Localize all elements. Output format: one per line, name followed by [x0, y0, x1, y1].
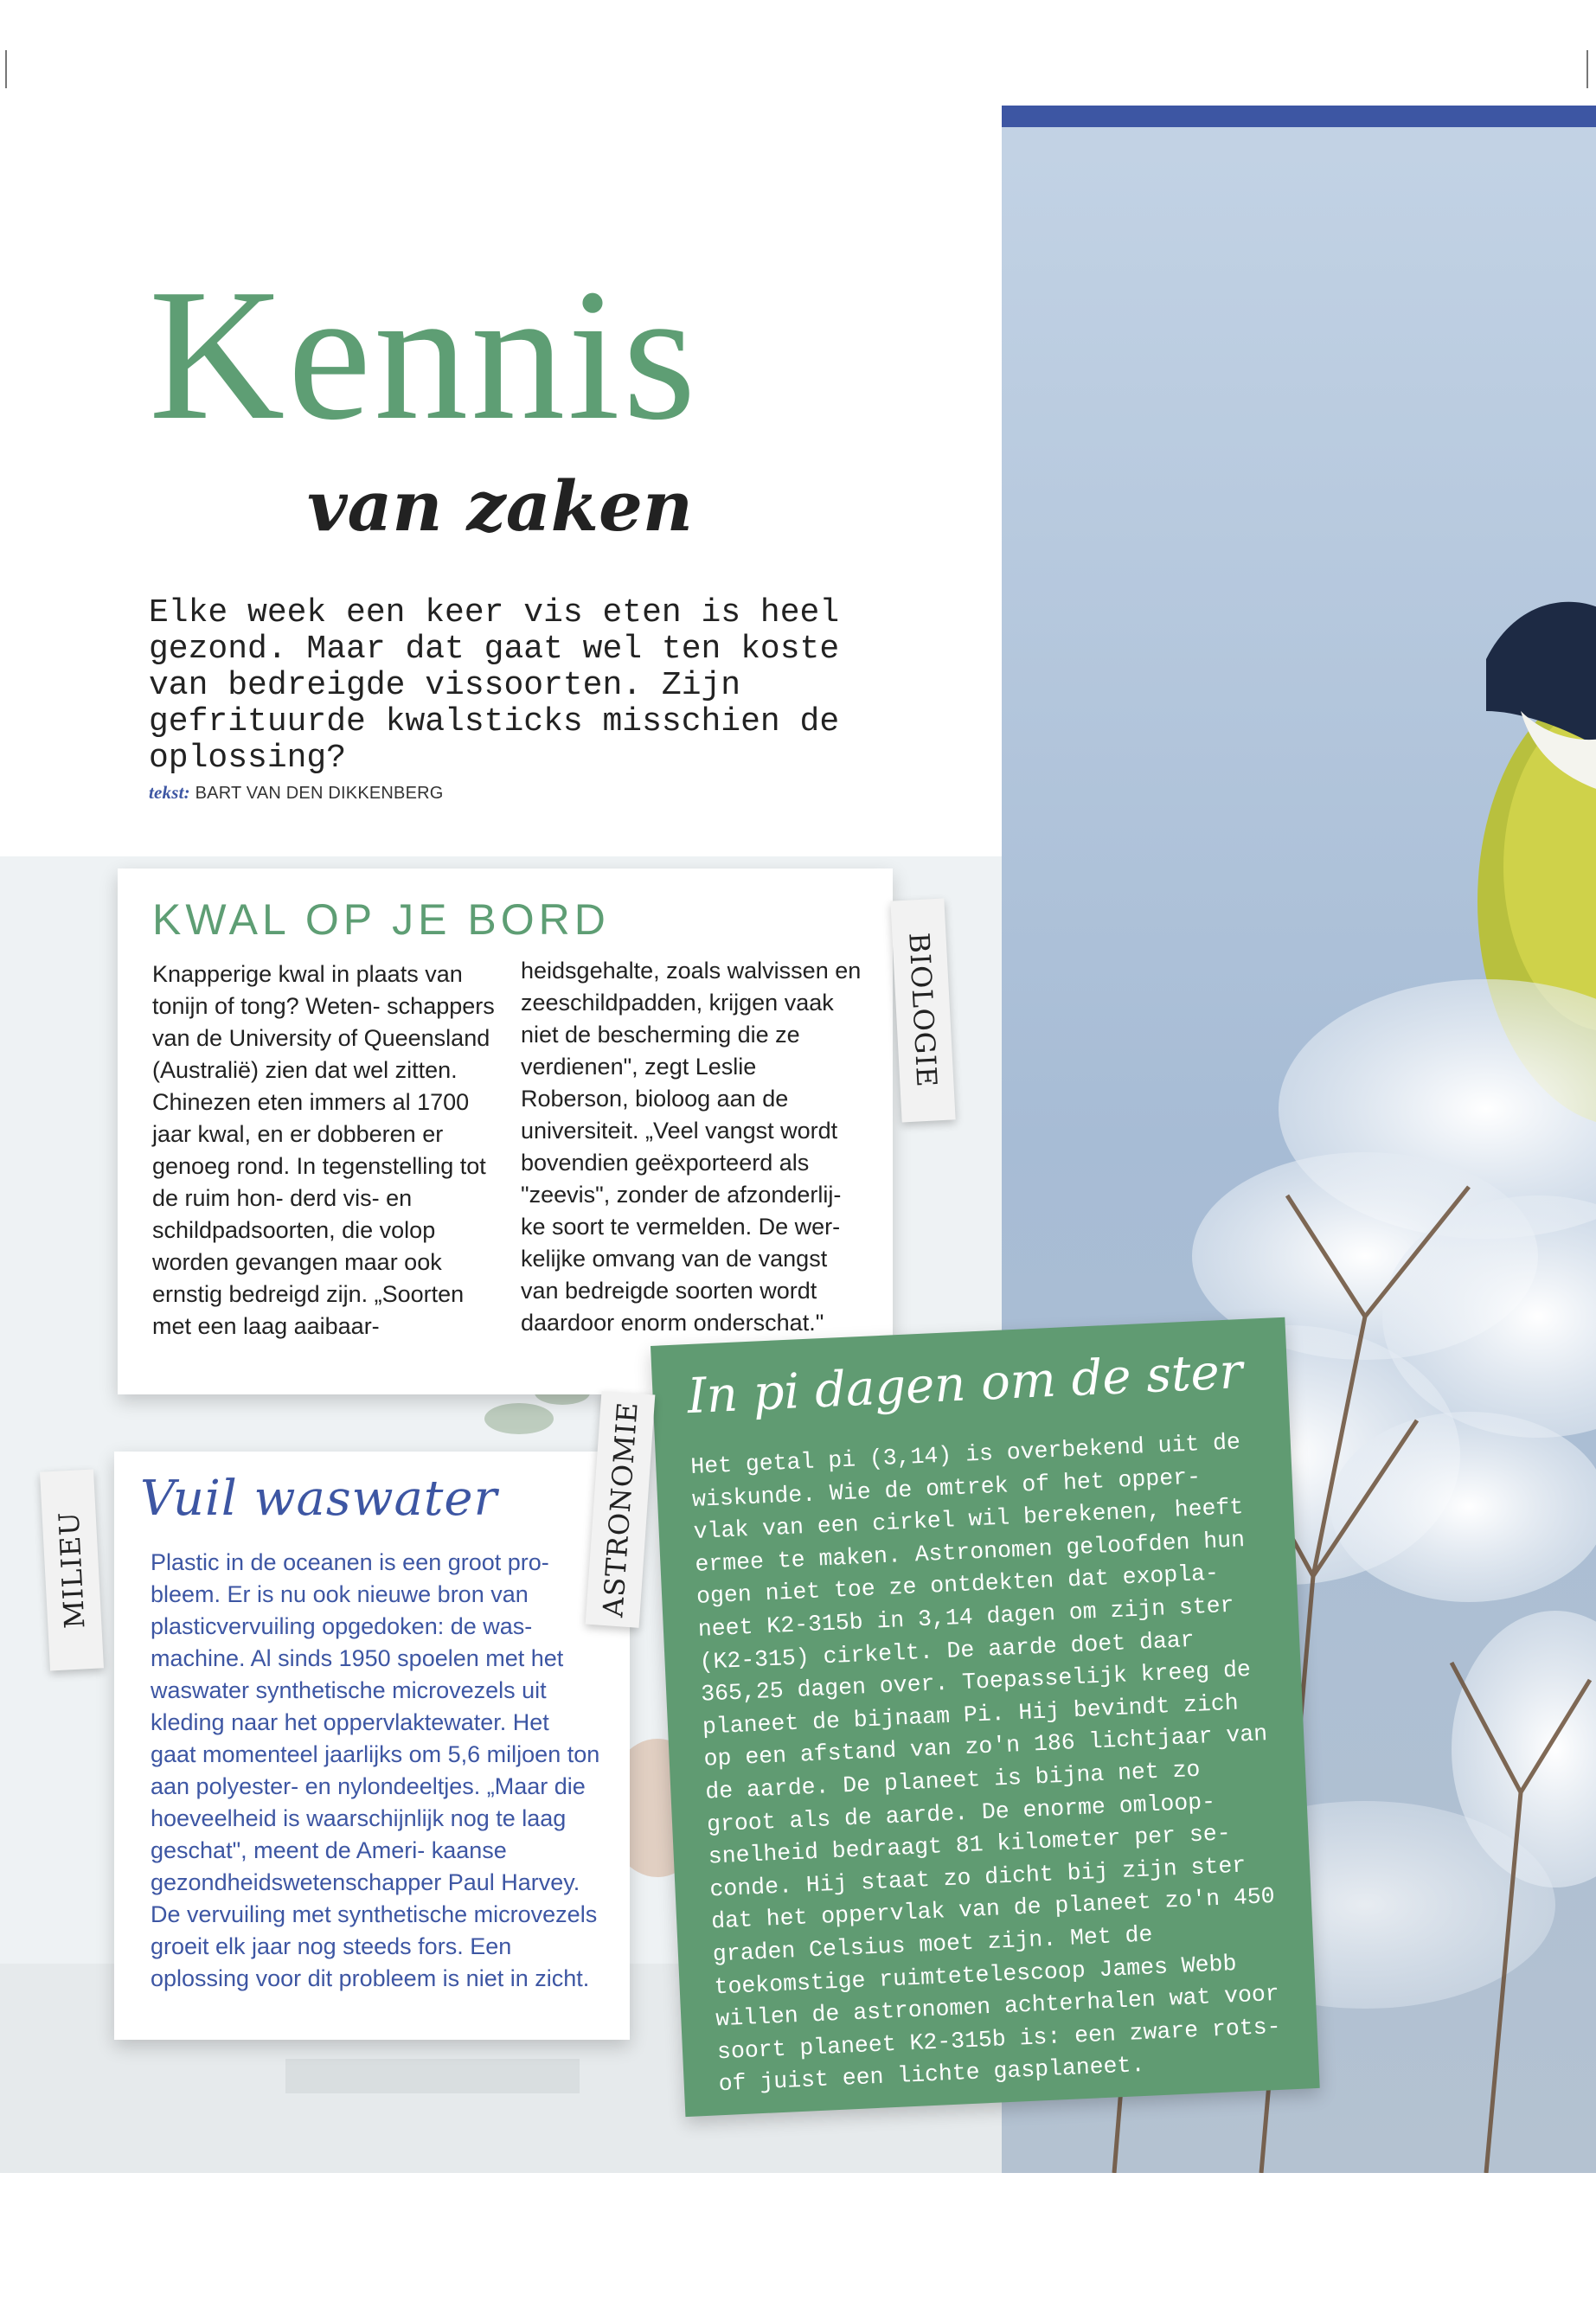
- article-kwal-column-2: heidsgehalte, zoals walvissen en zeeschildpadden, krijgen vaak niet de bescherming die ze verdienen", zegt Leslie Roberson, bioloog aan de universiteit. „Veel vangst wordt bovendien geëxporteerd als "zeevis", zonder de afzonderlij- ke soort te vermelden. De wer- kelijke omvang van de vangst van bedreigde soorten wordt daardoor enorm onderschat.": [521, 958, 862, 1336]
- article-waswater-heading: Vuil waswater: [140, 1471, 498, 1527]
- crop-mark-top-left: [5, 50, 7, 88]
- tag-milieu: [40, 1470, 104, 1671]
- byline-author: BART VAN DEN DIKKENBERG: [195, 784, 444, 803]
- photo-top-band: [1002, 106, 1596, 127]
- tag-milieu-label: MILIEU: [52, 1510, 92, 1630]
- crop-mark-top-right: [1586, 50, 1588, 88]
- article-kwal-column-1: Knapperige kwal in plaats van tonijn of tong? Weten- schappers van de University of Queensland (Australië) zien dat wel zitten. Chinezen eten immers al 1700 jaar kwal, en er dobberen er genoeg rond. In tegenstelling tot de ruim hon- derd vis- en schildpadsoorten, die volop worden gevangen maar ook ernstig bedreigd zijn. „Soorten met een laag aaibaar-: [152, 961, 495, 1339]
- byline: [149, 782, 444, 804]
- article-kwal-heading: KWAL OP JE BORD: [152, 895, 610, 944]
- article-pi: [651, 1317, 1320, 2117]
- tag-astronomie-label: ASTRONOMIE: [596, 1400, 644, 1618]
- page-subtitle: van zaken: [307, 465, 694, 547]
- article-kwal: [118, 868, 893, 1394]
- byline-label: tekst:: [149, 782, 190, 803]
- intro-text: Elke week een keer vis eten is heel gezond. Maar dat gaat wel ten koste van bedreigde vissoorten. Zijn gefrituurde kwalsticks misschien de oplossing?: [149, 594, 840, 777]
- page-title: Kennis: [149, 251, 699, 459]
- article-waswater-body: Plastic in de oceanen is een groot pro- bleem. Er is nu ook nieuwe bron van plasticvervuiling opgedoken: de was- machine. Al sinds 1950 spoelen met het waswater synthetische microvezels uit kleding naar het oppervlaktewater. Het gaat momenteel jaarlijks om 5,6 miljoen ton aan polyester- en nylondeeltjes. „Maar die hoeveelheid is waarschijnlijk nog te laag geschat", meent de Ameri- kaanse gezondheidswetenschapper Paul Harvey. De vervuiling met synthetische microvezels groeit elk jaar nog steeds fors. Een oplossing voor dit probleem is niet in zicht.: [151, 1549, 600, 1991]
- article-pi-heading: In pi dagen om de ster: [686, 1343, 1244, 1426]
- article-waswater: [114, 1452, 630, 2040]
- article-pi-body: Het getal pi (3,14) is overbekend uit de wiskunde. Wie de omtrek of het opper- vlak van een cirkel wil berekenen, heeft ermee te maken. Astronomen geloofden hun ogen niet toe ze ontdekten dat exopla- neet K2-315b in 3,14 dagen om zijn ster (K2-315) cirkelt. De aarde doet daar 365,25 dagen over. Toepasselijk kreeg de planeet de bijnaam Pi. Hij bevindt zich op een afstand van zo'n 186 lichtjaar van de aarde. De planeet is bijna net zo groot als de aarde. De enorme omloop- snelheid bedraagt 81 kilometer per se- conde. Hij staat zo dicht bij zijn ster dat het oppervlak van de planeet zo'n 450 graden Celsius moet zijn. Met de toekomstige ruimtetelescoop James Webb willen de astronomen achterhalen wat voor soort planeet K2-315b is: een zware rots- of juist een lichte gasplaneet.: [689, 1429, 1282, 2098]
- page-bottom-margin: [0, 2173, 1596, 2301]
- tag-biologie-label: BIOLOGIE: [902, 932, 944, 1089]
